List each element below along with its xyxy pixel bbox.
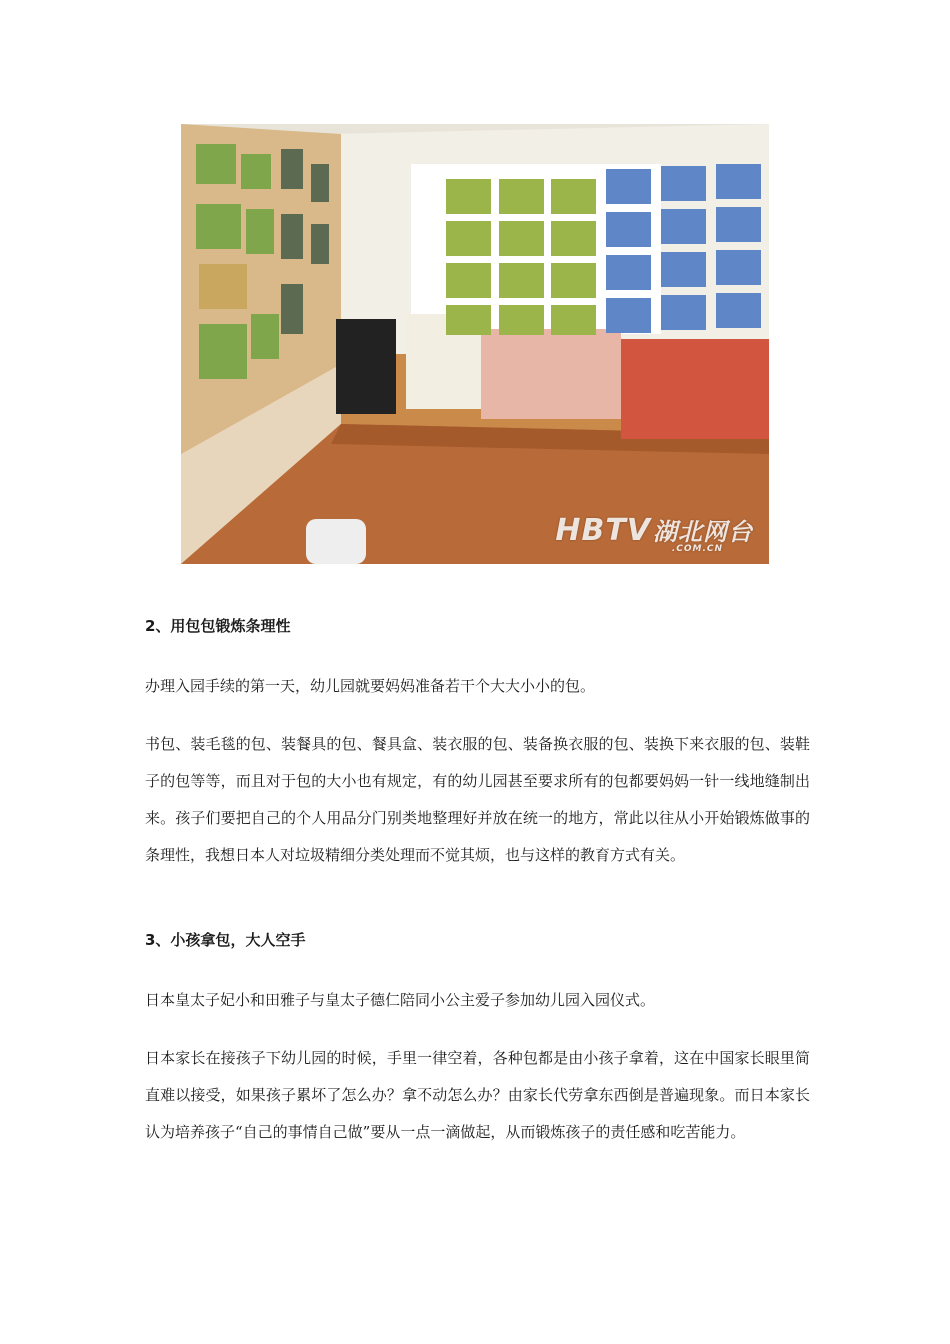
watermark-domain: .COM.CN xyxy=(671,544,723,554)
watermark-main: HBTV xyxy=(555,513,651,548)
classroom-photo xyxy=(181,124,769,564)
section2-paragraph1: 办理入园手续的第一天，幼儿园就要妈妈准备若干个大大小小的包。 xyxy=(145,677,596,695)
watermark-cn: 湖北网台 xyxy=(653,518,753,546)
section2-heading: 2、用包包锻炼条理性 xyxy=(145,617,291,635)
section3-paragraph1: 日本皇太子妃小和田雅子与皇太子德仁陪同小公主爱子参加幼儿园入园仪式。 xyxy=(145,991,656,1009)
section3-paragraph2: 日本家长在接孩子下幼儿园的时候，手里一律空着，各种包都是由小孩子拿着，这在中国家长眼里简直难以接受，如果孩子累坏了怎么办？拿不动怎么办？由家长代劳拿东西倒是普遍现象。而日本家长认为培养孩子“自己的事情自己做”要从一点一滴做起，从而锻炼孩子的责任感和吃苦能力。 xyxy=(145,1049,810,1141)
section2-paragraph2: 书包、装毛毯的包、装餐具的包、餐具盒、装衣服的包、装备换衣服的包、装换下来衣服的包、装鞋子的包等等，而且对于包的大小也有规定，有的幼儿园甚至要求所有的包都要妈妈一针一线地缝制出来。孩子们要把自己的个人用品分门别类地整理好并放在统一的地方，常此以往从小开始锻炼做事的条理性，我想日本人对垃圾精细分类处理而不觉其烦，也与这样的教育方式有关。 xyxy=(145,735,810,864)
classroom-photo-illustration xyxy=(181,124,769,564)
section3-heading: 3、小孩拿包，大人空手 xyxy=(145,931,306,949)
hbtv-watermark xyxy=(555,512,753,554)
